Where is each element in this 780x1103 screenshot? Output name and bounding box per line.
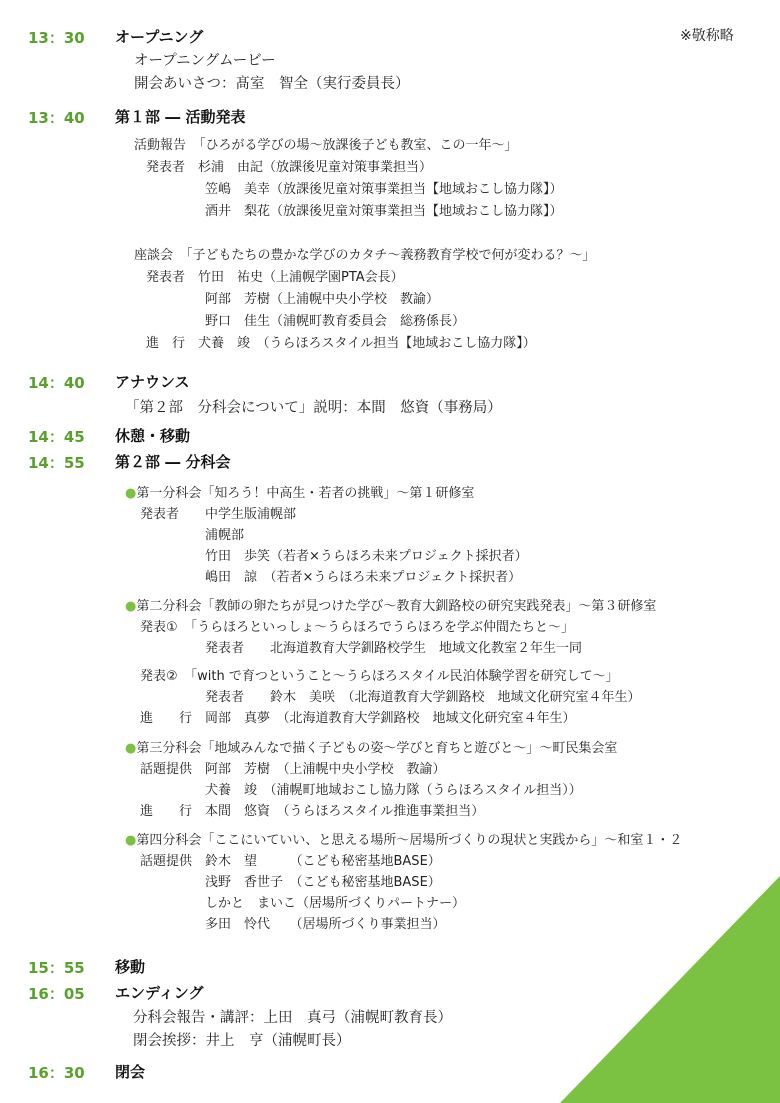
session2-talk1: 発表① 「うらほろといっしょ～うらほろでうらほろを学ぶ仲間たちと～」 — [140, 620, 575, 635]
panel-presenter-1: 発表者 竹田 祐史（上浦幌学園PTA会長） — [146, 270, 404, 285]
section-title-close: 閉会 — [115, 1063, 146, 1081]
time-1340: 13：40 — [28, 109, 85, 127]
report-presenter-2: 笠嶋 美幸（放課後児童対策事業担当【地域おこし協力隊】） — [205, 182, 563, 197]
report-presenter-1: 発表者 杉浦 由記（放課後児童対策事業担当） — [146, 160, 433, 175]
session2-talk2: 発表② 「with で育つということ～うらほろスタイル民泊体験学習を研究して～」 — [140, 669, 619, 684]
section-title-opening: オープニング — [115, 28, 204, 46]
panel-presenter-3: 野口 佳生（浦幌町教育委員会 総務係長） — [205, 314, 466, 329]
ending-closing-greeting: 閉会挨拶：井上 亨（浦幌町長） — [133, 1033, 351, 1049]
time-1440: 14：40 — [28, 374, 85, 392]
time-1455: 14：55 — [28, 454, 85, 472]
session4-speaker-4: 多田 怜代 （居場所づくり事業担当） — [205, 917, 446, 932]
opening-greeting: 開会あいさつ：髙室 智全（実行委員長） — [134, 76, 410, 92]
opening-movie: オープニングムービー — [134, 53, 276, 69]
bullet-icon: ● — [125, 741, 137, 756]
section-title-move: 移動 — [115, 958, 146, 976]
time-1330: 13：30 — [28, 29, 85, 47]
session1-presenter-2: 浦幌部 — [205, 528, 245, 543]
session3-speaker-2: 犬養 竣 （浦幌町地域おこし協力隊（うらほろスタイル担当）） — [205, 783, 582, 798]
time-1605: 16：05 — [28, 985, 85, 1003]
bullet-icon: ● — [125, 486, 137, 501]
session3-moderator: 進 行 本間 悠資 （うらほろスタイル推進事業担当） — [140, 804, 485, 819]
session4-title: ●第四分科会「ここにいていい、と思える場所～居場所づくりの現状と実践から」～和室１・２ — [125, 833, 683, 848]
session4-speaker-3: しかと まいこ（居場所づくりパートナー） — [205, 896, 466, 911]
session4-speaker-1: 話題提供 鈴木 望 （こども秘密基地BASE） — [140, 854, 441, 869]
session1-presenter-4: 嶋田 諒 （若者×うらほろ未来プロジェクト採択者） — [205, 570, 522, 585]
section-title-part1: 第１部 ― 活動発表 — [115, 108, 246, 126]
section-title-ending: エンディング — [115, 984, 204, 1002]
panel-discussion: 座談会 「子どもたちの豊かな学びのカタチ～義務教育学校で何が変わる？～」 — [134, 248, 596, 263]
session1-presenter-3: 竹田 歩笑（若者×うらほろ未来プロジェクト採択者） — [205, 549, 528, 564]
session1-title: ●第一分科会「知ろう！中高生・若者の挑戦」～第１研修室 — [125, 486, 475, 501]
bullet-icon: ● — [125, 833, 137, 848]
section-title-break: 休憩・移動 — [115, 427, 191, 445]
session3-title: ●第三分科会「地域みんなで描く子どもの姿～学びと育ちと遊びと～」～町民集会室 — [125, 741, 618, 756]
panel-presenter-2: 阿部 芳樹（上浦幌中央小学校 教諭） — [205, 292, 440, 307]
time-1630: 16：30 — [28, 1064, 85, 1082]
session4-speaker-2: 浅野 香世子 （こども秘密基地BASE） — [205, 875, 441, 890]
activity-report: 活動報告 「ひろがる学びの場～放課後子ども教室、この一年～」 — [134, 138, 518, 153]
time-1445: 14：45 — [28, 428, 85, 446]
bullet-icon: ● — [125, 599, 137, 614]
session2-title: ●第二分科会「教師の卵たちが見つけた学び～教育大釧路校の研究実践発表」～第３研修室 — [125, 599, 657, 614]
session3-speaker-1: 話題提供 阿部 芳樹 （上浦幌中央小学校 教諭） — [140, 762, 446, 777]
session2-moderator: 進 行 岡部 真夢 （北海道教育大学釧路校 地域文化研究室４年生） — [140, 711, 576, 726]
panel-moderator: 進 行 犬養 竣 （うらほろスタイル担当【地域おこし協力隊】） — [146, 336, 536, 351]
report-presenter-3: 酒井 梨花（放課後児童対策事業担当【地域おこし協力隊】） — [205, 204, 563, 219]
session1-presenter: 発表者 中学生版浦幌部 — [140, 507, 297, 522]
session2-talk1-presenter: 発表者 北海道教育大学釧路校学生 地域文化教室２年生一同 — [205, 641, 583, 656]
time-1555: 15：55 — [28, 959, 85, 977]
honorific-note: ※敬称略 — [680, 28, 734, 44]
section-title-announce: アナウンス — [115, 373, 190, 391]
announce-line: 「第２部 分科会について」説明：本間 悠資（事務局） — [125, 400, 502, 416]
session2-talk2-presenter: 発表者 鈴木 美咲 （北海道教育大学釧路校 地域文化研究室４年生） — [205, 690, 641, 705]
ending-review: 分科会報告・講評：上田 真弓（浦幌町教育長） — [133, 1010, 452, 1026]
section-title-part2: 第２部 ― 分科会 — [115, 453, 231, 471]
